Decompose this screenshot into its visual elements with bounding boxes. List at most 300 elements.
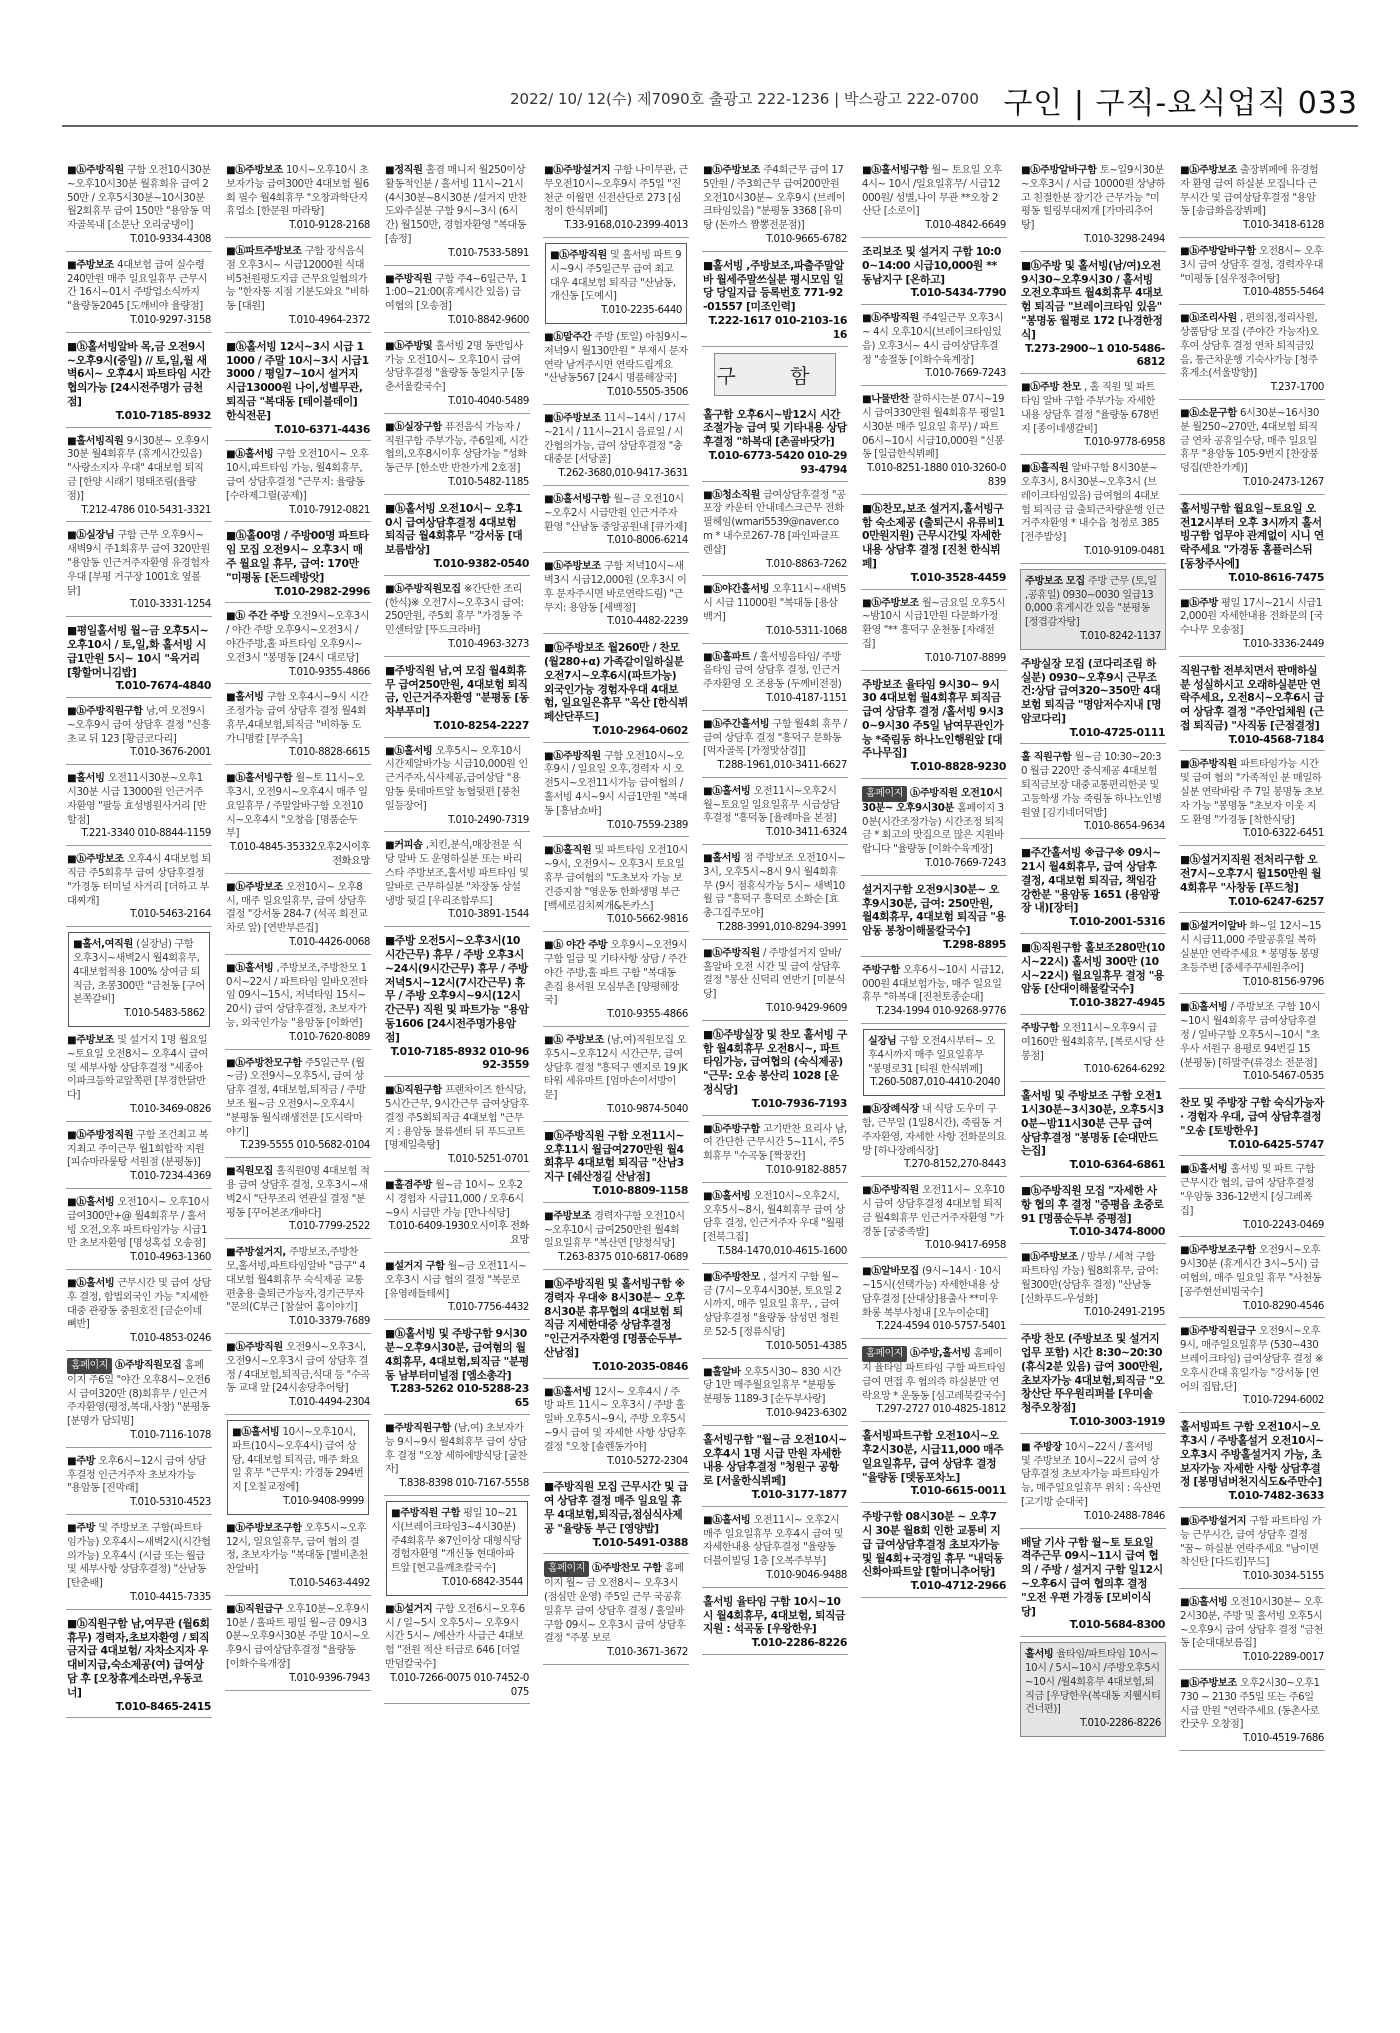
ad-title: ■ⓗ주방직원모집 <box>385 583 464 595</box>
classified-ad <box>861 243 1007 305</box>
ad-title: ■주방직원 <box>385 663 439 677</box>
ad-phone: T.010-5463-4492 <box>289 1577 370 1589</box>
ad-phone: T.010-9334-4308 <box>130 233 211 245</box>
classified-ad <box>861 784 1007 876</box>
ad-phone: T.010-2035-0846 <box>592 1359 688 1373</box>
ad-body: 오전10시~ 오후10시 급여상담후결정 4대보험 퇴직금 월4회휴무 "강서동 [대보름밥상] <box>385 501 523 557</box>
ad-body: 월260만 / 찬모(월280+α) 가족같이일하실분 오전7시~오후6시(파트가능) 외국인가능 경험자우대 4대보험, 일요일은휴무 "옥산 [한식뷔페산단푸드] <box>544 641 688 724</box>
classified-ad <box>225 338 371 442</box>
ad-body: 10시~22시 / 홀서빙 및 주방보조 10시~22시 급여 상담후결정 초보자가능 파트타임가능, 매주일요일휴무 위치 : 옥산면 [고기방 순대국] <box>1021 1441 1161 1508</box>
ad-body: 홀서빙 2명 동반입사가능 오전10시~ 오후10시 급여상담후결정 "율량동 동일지구 [동춘서울칼국수] <box>385 340 525 394</box>
ad-phone: T.010-7107-8899 <box>925 652 1006 664</box>
ad-title: ■ⓗ홀서빙 <box>703 1514 754 1526</box>
ad-body: 오전10시~오후2시, 오후5시~8시, 월4회휴무 급여 상담후 결정, 인근거주자 우대 "월평 [전북그집] <box>703 1190 845 1244</box>
classified-ad <box>543 842 689 932</box>
classified-ad <box>861 162 1007 238</box>
ad-title: ■ⓗ주방보조 <box>226 881 286 893</box>
classified-ad <box>702 716 848 778</box>
ad-body: 월~금 오전10시~오후2시 시급만원 인근거주자 환영 "산남동 중앙공원내 [큐가제] <box>544 493 687 533</box>
classified-ad <box>543 329 689 405</box>
ad-body: 주방 근무 (토,일 ,공휴일) 0930~0030 일급130,000 휴게시간 있음 "분평동 [정겹감자탕] <box>1025 575 1157 629</box>
ad-title: ■ⓗ주방직원 <box>1021 1184 1085 1197</box>
ad-body: 홀서빙 및 파트 구함 근무시간 협의, 급여 상담후결정 "우암동 336-12번지 [싱그레폭집] <box>1180 1164 1315 1217</box>
classified-ad <box>543 1478 689 1554</box>
ad-title: ■정직원 <box>385 165 426 176</box>
ad-title: ■ⓗ 야간 주방 <box>544 940 611 952</box>
ad-title: ■주방보조 <box>67 259 118 271</box>
ad-body: 율타임 9시30~ 9시30 4대보험 월4회휴무 퇴직금 급여 상담후 결정 /홀서빙 9시30~9시30 주5일 남여무관인가능 *죽림동 하나노인행원앞 [대주나무집] <box>862 677 1004 760</box>
ad-phone: T.010-4415-7335 <box>130 1591 211 1603</box>
classified-ad <box>543 1032 689 1122</box>
ad-phone: T.010-8654-9634 <box>1084 821 1165 833</box>
ad-phone: T.010-7669-7243 <box>925 858 1006 870</box>
ad-phone: T.288-3991,010-8294-3991 <box>717 922 847 934</box>
ad-title: ■ⓗ실장구함 <box>385 421 445 433</box>
ad-title: ■나물반찬 <box>862 394 913 406</box>
classified-ad <box>861 676 1007 780</box>
classified-ad <box>384 1082 530 1172</box>
ad-phone: T.010-5491-0388 <box>592 1535 688 1549</box>
classified-ad <box>225 1339 371 1415</box>
ad-title: ■ⓗ주방 <box>1180 597 1222 609</box>
ad-phone: T.010-6247-6257 <box>1228 894 1324 908</box>
classified-ad <box>225 1244 371 1334</box>
ad-body: 오전11시~ 오후10시 급여 상담후결정 4대보험 퇴직금 월4회휴무 인근거주자환영 "가경동 [궁중족발] <box>862 1185 1005 1238</box>
ad-title: ■ⓗ주방보조 <box>544 561 604 573</box>
ad-title: ■주방설거지, <box>226 1247 290 1259</box>
ad-body: 토~일9시30분~오후3시 / 시급 10000원 상냥하고 친절한분 장기간 근무가능 "미평동 힐링부대찌개 [가마리추어탕] <box>1021 165 1165 232</box>
ad-title: ■ⓗ주방직원 <box>862 1185 922 1197</box>
classified-ad <box>225 689 371 765</box>
ad-title: ■직원모집 <box>226 1166 277 1178</box>
classified-ad <box>1179 1323 1325 1413</box>
ad-phone: T.010-6409-1930오시이후 전화요망 <box>388 1221 529 1247</box>
ad-phone: T.010-7674-4840 <box>115 679 211 693</box>
ad-body: 홈페이지 월~ 금 오전8시~ 오후3시(점심만 운영) 주5일 근무 국공휴일휴무 급여 상담후 결정 / 홀일바 구함 09시~ 오후3시 급여 상담후결정 "주봉 보로 <box>544 1563 686 1645</box>
classified-ad <box>66 1275 212 1351</box>
ad-body: 구함 조건최고 복지최고 주이근무 월1회합작 지원 [피슈마라룽탕 서원점 (분평동)] <box>67 1129 209 1169</box>
ad-title: 홀서빙파트구함 <box>862 1429 936 1443</box>
ad-title: 배달 기사 <box>1021 1535 1068 1549</box>
classified-ad <box>861 1101 1007 1177</box>
ad-phone: T.010-9355-4866 <box>289 666 370 678</box>
ad-title: ■ⓗ주방직원 <box>226 1341 286 1353</box>
homepage-tag: 홈페이지 <box>544 1561 589 1577</box>
ad-title: ■ⓗ주방직원 <box>1180 759 1240 771</box>
column-6 <box>861 162 1007 2022</box>
ad-phone: T.010-5434-7790 <box>910 286 1006 300</box>
ad-body: 주4회근무 급여 175만원 / 주3회근무 급여200만원 오전10시30분~ 오후9시 (브레이크타임있음) "분평동 3368 [유미탕 (돈까스 짬뽕전문점)] <box>703 165 846 232</box>
classified-ad <box>1179 662 1325 752</box>
ad-title: ■ⓗ주간홀서빙 <box>703 718 773 730</box>
ad-title: ■ⓗ설거이알바 <box>1180 921 1250 933</box>
ad-phone: T.010-9128-2168 <box>289 220 370 232</box>
classified-ad <box>1020 460 1166 564</box>
classified-ad <box>1020 257 1166 374</box>
ad-body: 월~금 10:30~20:30 월급 220만 중식제공 4대보험 퇴직금보장 대중교통편리한곳 및 고등학생 가능 죽림동 하나노인병원옆 [김기네더덕밥] <box>1021 752 1162 819</box>
classified-ad <box>1179 756 1325 846</box>
ad-body: (남,여) 초보자가능 9시~9시 월4회휴무 급여 상담후 결정 "오창 세하에방식당 [굴찬자] <box>385 1422 527 1476</box>
ad-body: 오전10시30분~ 오후2시30분, 주방 및 홀서빙 오후5시~오후9시 급여 상담후 결정 "금천동 [순대대보름집] <box>1180 1596 1324 1650</box>
ad-title: ■주방직원 <box>385 273 436 285</box>
ad-title: ■ⓗ알바모집 <box>862 1266 922 1278</box>
classified-ad <box>1020 569 1166 650</box>
classified-ad <box>702 487 848 577</box>
ad-phone: T.010-4712-2966 <box>910 1579 1006 1593</box>
ad-phone: T.010-7294-6002 <box>1243 1395 1324 1407</box>
ad-phone: T.010-7756-4432 <box>448 1302 529 1314</box>
ad-title: 주방보조 모집 <box>1025 575 1088 587</box>
ad-phone: T.010-9109-0481 <box>1084 545 1165 557</box>
ad-phone: T.010-7936-7193 <box>751 1096 847 1110</box>
ad-phone: T.010-6773-5420 010-2993-4794 <box>708 448 847 476</box>
ad-title: ■ⓗ주방알바구함 <box>1021 165 1100 176</box>
ad-title: ■ⓗ주방보조 <box>67 854 127 866</box>
ad-body: 월4회휴무 오전8시~, 파트타임가능, 급여협의 (숙식제공) "근무: 오송 봉산리 1028 [운정식당] <box>703 1041 843 1097</box>
ad-title: ■주방보조 <box>544 1210 595 1222</box>
classified-ad <box>384 338 530 414</box>
classified-ad <box>543 639 689 743</box>
ad-title: 홀서빙파트 <box>1180 1420 1234 1434</box>
ad-body: 및 주방장 구함 숙식가능자 · 경험자 우대, 급여 상담후결정 "오송 [토방한우] <box>1180 1096 1324 1137</box>
ad-title: 실장님 <box>868 1036 900 1048</box>
ad-phone: T.584-1470,010-4615-1600 <box>717 1246 847 1257</box>
ad-title: ■ⓗ주방찬모구함 <box>226 1057 305 1069</box>
ad-title: 주방 찬모 <box>1021 1332 1068 1346</box>
classified-ad <box>1179 405 1325 495</box>
ad-phone: T.010-3336-2449 <box>1243 638 1324 650</box>
ad-body: 구함 오전10시~ 오후10시,파트타임 가능, 월4회휴무, 급여 상담후결정 "근무지: 율량동 [수라제그릴(공제)] <box>226 449 369 502</box>
ad-body: 남,여 모집 월4회휴무 급여250만원, 4대보험 퇴직금, 인근거주자환영 "분평동 [동차부푸미] <box>385 663 529 719</box>
classified-ad <box>543 1384 689 1474</box>
ad-title: ■ⓗ주방직원 <box>67 165 127 176</box>
ad-phone: T.010-9297-3158 <box>130 314 211 326</box>
publication-info: 2022/ 10/ 12(수) 제7090호 출광고 222-1236 | 박스광고 222-0700 <box>510 90 979 108</box>
ad-body: 월~토 11시~오후3시, 오전9시~오후4시 매주 일요일휴무 / 주말알바구함 오전10시~오후4시 "오창읍 [명품순두부] <box>226 773 368 840</box>
ad-title: ■주방 <box>67 1455 99 1467</box>
ad-body: 월~ 토요일 오후4시~ 10시 /일요일휴무/ 시급12000원/ 성별,나이 무관 **오창 2산단 [소로이] <box>862 165 1002 218</box>
ad-phone: T.010-2964-0602 <box>592 723 688 737</box>
classified-ad <box>66 851 212 927</box>
classified-ad <box>66 1194 212 1270</box>
ad-phone: T.010-5251-0701 <box>448 1154 529 1166</box>
ad-phone: T.010-3528-4459 <box>910 570 1006 584</box>
classified-ad <box>1020 939 1166 1015</box>
ad-body: 및 주방보조 구함 오전11시30분~3시30분, 오후5시30분~밤11시30분 근무 급여 상담후결정 "봉명동 [순대만드는집] <box>1021 1089 1164 1158</box>
classified-ad <box>225 770 371 874</box>
classified-ad <box>1179 1418 1325 1508</box>
ad-phone: T.010-8842-9600 <box>448 314 529 326</box>
ad-title: ■ⓗ설거지직원 <box>1180 853 1254 867</box>
ad-body: 월~금요일 오후5시~밤10시 시급1만원 다문화가정환영 "** 흥덕구 운천동 [자래전집] <box>862 597 1006 650</box>
classified-ad <box>66 1356 212 1448</box>
ad-title: ■ⓗ주방직원구함 <box>67 706 146 718</box>
ad-phone: T.010-7482-3633 <box>1228 1489 1324 1503</box>
ad-phone: T.010-5483-5862 <box>124 1008 205 1020</box>
ad-title: ■주방직원 구함 <box>391 1507 464 1519</box>
ad-body: 근무시간 및 급여 상담후 결정, 합법외국인 가능 "지세한대중 관광동 중원호진 [금순이네뼈반] <box>67 1277 211 1331</box>
ad-body: 근무시간 및 급여 상담후 결정 매주 일요일 휴무 4대보험,퇴직금,점심식사제공 "율량동 부근 [영양밥] <box>544 1480 688 1535</box>
ad-phone: T.010-8254-2227 <box>433 718 529 732</box>
ad-title: ■ⓗ주방직원 <box>862 313 922 325</box>
classified-ad <box>1179 851 1325 913</box>
ad-body: 숙소제공 (출퇴근시 유류비10만원지원) 근무시간및 자세한내용 상담후 결정 [진천 한식뷔페] <box>862 515 1005 570</box>
ad-title: ■ⓗ주방설거지 <box>1180 1515 1250 1527</box>
ad-title: ■ⓗ직원구함 <box>1021 941 1085 955</box>
ad-phone: T.010-9182-8857 <box>766 1165 847 1177</box>
classified-ad <box>66 1032 212 1122</box>
ad-body: 월~금 오전11시~오후3시 시급 협의 결정 "복문로 [유영레들테씨] <box>385 1260 527 1300</box>
classified-ad <box>702 649 848 711</box>
ad-title: ■ⓗ홀서빙 <box>1180 1164 1231 1176</box>
classified-ad <box>702 162 848 252</box>
ad-body: 오전11시30분~오후1시30분 시급 13000원 인근거주자환영 "팔등 효성병원사거리 [반할점] <box>67 773 207 826</box>
ad-title: ■ⓗ실장님 <box>67 530 118 542</box>
ad-body: 잘하시는분 07시~19시 급여330만원 월4회휴무 평일1시30분 매주 일요일 휴무) / 파트 06시~10시 시급10,000원 "신봉동 [일급한식뷔페] <box>862 394 1005 461</box>
classified-ad <box>66 770 212 846</box>
ad-phone: T.010-9778-6958 <box>1084 437 1165 449</box>
ad-title: ■ⓗ소문구함 <box>1180 407 1240 419</box>
classified-ad <box>225 527 371 603</box>
classified-ad <box>861 1263 1007 1339</box>
ad-title: 주방실장 모집 <box>1021 656 1088 670</box>
classified-ad <box>861 881 1007 957</box>
classified-ad <box>1020 844 1166 934</box>
classified-ad <box>68 932 210 1027</box>
ad-phone: T.010-8251-1880 010-3260-0839 <box>867 463 1006 488</box>
classified-ad <box>702 1121 848 1183</box>
ad-body: 월~금 오후5시~ 오후10시 / 토,일,화 홀서빙 시급1만원 5시~ 10시 "육거리 [황할머니김밥] <box>67 624 209 679</box>
classified-ad <box>225 162 371 238</box>
classified-ad <box>384 932 530 1077</box>
column-4 <box>543 162 689 2022</box>
ad-body: 프랜차이즈 한식당, 5시간근무, 9시간근무 급여상담후결정 주5회퇴직금 4대보험 "근무지 : 용암동 물류센터 뒤 푸드코트 [명제일축탕] <box>385 1085 529 1152</box>
classified-ad <box>861 500 1007 590</box>
ad-body: 내 식당 도우미 구함, 근무일 (1일8시간), 죽림동 거주자환영, 자세한 사항 전화문의요망 [하나장례식장] <box>862 1104 1006 1157</box>
ad-title: ■ⓗ주방보조 <box>1180 165 1240 176</box>
ad-title: 찬모 <box>1180 1096 1204 1110</box>
ad-body: 구함 장식음식점 오후3시~ 시급12000원 식대비5천원평도지급 근무요일협의가능 "한자통 지점 기분도와요 "비하동 [대원] <box>226 245 369 313</box>
classified-ad <box>702 581 848 643</box>
ad-title: ■ⓗ주방보조 <box>226 165 286 176</box>
ad-body: 오후5시~오후12시, 일요일휴무, 급여 협의 결정, 초보자가능 "복대동 [별비촌천찬알바] <box>226 1522 368 1576</box>
ad-title: ■ⓗ주방실장 및 찬모 홀서빙 구함 <box>703 1027 847 1055</box>
ad-title: ■ⓗ주방및 <box>385 340 436 352</box>
ad-body: / 주방설거지 알바/ 홀알바 오전 시간 및 급여 상담후결정 "봉산 신덕리 연반기 [미분식당] <box>703 947 845 1001</box>
ad-body: 오후5시~ 오후10시 시간제알바가능 시급10,000원 인근거주자,식사제공,급여상담 "용암동 롯데마트앞 농협뒷편 [풍천일등장어] <box>385 745 528 812</box>
ad-phone: T.262-3680,010-9417-3631 <box>558 468 688 480</box>
ad-body: 오전10시~ 오후10시 급여300만+@ 월4회휴무 / 홀서빙 오전,오후 파트타임가능 시급1만 초보자환영 [명성혹섭 오송점] <box>67 1197 210 1250</box>
ad-title: 홀 직원구함 <box>1021 752 1075 764</box>
ad-phone: T.010-3474-8000 <box>1069 1225 1165 1239</box>
classified-ad <box>384 500 530 576</box>
ad-body: 율타임/파트타임 10시~10시 / 5시~10시 /주방오후5시~10시 /월4회휴무 4대보험,퇴직금 [우당한우(복대동 지웰시티건너편)] <box>1025 1649 1161 1716</box>
ad-title: ⓗ주방찬모 구함 <box>592 1563 665 1575</box>
ad-title: ■ⓗ주방보조 <box>1021 1252 1081 1264</box>
ad-title: ■ⓗ야간홀서빙 <box>703 584 773 596</box>
ad-phone: T.010-5505-3506 <box>607 387 688 399</box>
ad-body: 홀보조280만(10시~22시) 홀서빙 300만 (10시~22시) 월요일휴무 결정 "용암동 [산대이해물칼국수] <box>1021 941 1165 996</box>
classified-ad <box>225 608 371 684</box>
ad-title: 주방보조 <box>862 677 906 691</box>
ad-body: (코다리조림 하실분) 0930~오후9시 근무조건:상담 급여320~350만 4대보험 퇴직금 "명암저수지내 [명암코다리] <box>1021 656 1162 725</box>
ad-body: 전처리구함 오전7시~오후7시 월150만원 월4회휴무 "사창동 [푸드청] <box>1180 853 1322 894</box>
ad-title: ■ⓗ주방구함 <box>703 1123 763 1135</box>
ad-phone: T.010-4853-0246 <box>130 1333 211 1345</box>
ad-body: 남,여 오전9시~오후9시 급여 상담후 결정 "신흥초교 뒤 123 [황금코다리] <box>67 706 211 745</box>
classified-ad <box>227 1420 369 1515</box>
ad-title: ■ⓗ주방보조 <box>1180 1677 1240 1689</box>
ad-phone: T.222-1617 010-2103-1616 <box>708 313 847 341</box>
ad-body: 구함 오전10시~오후9시 / 일요일 오후,경력자 시 오전5시~오전11시가능 급여협의 / 홀서빙 4시~9시 시급1만원 "복대동 [흥남쇼바] <box>544 750 688 817</box>
ad-body: 구함 근무 오후9시~새벽9시 주1회휴무 급여 320만원 "용암동 인근거주자환영 유경험자우대 [부평 거구장 1001호 옆볼닭] <box>67 530 210 597</box>
classified-ad <box>1020 1534 1166 1638</box>
ad-title: 조리보조 <box>862 244 906 258</box>
ad-title: ■ⓗ홀직원 <box>1021 463 1072 475</box>
classified-ad <box>543 1208 689 1270</box>
ad-title: 주방구함 <box>1021 1023 1062 1035</box>
ad-phone: T.212-4786 010-5431-3321 <box>81 504 211 516</box>
classified-ad <box>863 1029 1005 1096</box>
classified-ad <box>1020 655 1166 745</box>
ad-title: ■ⓗ직원구함 <box>385 1085 445 1097</box>
ad-phone: T.010-2286-8226 <box>1080 1718 1161 1730</box>
ad-body: ※경력자 우대※ 8시30분~ 오후8시30분 휴무협의 4대보험 퇴직금 지세한대중 상담후결정 "인근거주자환영 [명품순두부-산남점] <box>544 1276 685 1359</box>
ad-body: 월~금 10시~ 오후2시 경험자 시급11,000 / 오후6시~9시 시급만 가능 [만나식당] <box>385 1180 524 1219</box>
classified-ad <box>1020 1087 1166 1177</box>
ad-phone: T.010-2491-2195 <box>1084 1307 1165 1319</box>
ad-phone: T.010-8465-2415 <box>115 1699 211 1713</box>
ad-phone: T.010-7620-8089 <box>289 1031 370 1043</box>
ad-phone: T.288-1961,010-3411-6627 <box>717 760 847 772</box>
ad-body: 및 파트타임 오전10시~9시, 오전9시~ 오후3시 토요일휴무 급여협의 "도초보자 가능 보건증지참 "영운동 한화생명 부근 [백세로김치찌개&돈카스] <box>544 845 688 912</box>
ad-phone: T.260-5087,010-4410-2040 <box>870 1077 1000 1089</box>
ad-body: 홈페이지 주6일 "야간 오후8시~오전6시 급여320만 (8)회휴무 / 인근거주자환영(평정,복대,사창) "분평동 [분명가 담되빔] <box>67 1359 211 1428</box>
ad-body: 평일 17시~21시 시급12,000원 자세한내용 전화문의 [국수나무 오송점] <box>1180 597 1324 637</box>
ad-body: 08시30분 ~ 오후7시 30분 월8회 인한 교통비 지급 급여상담후결정 초보자가능 및 월4회+국경일 휴무 "내덕동 신화아파트앞 [할머니추어탕] <box>862 1510 1004 1579</box>
classified-ad <box>543 1559 689 1665</box>
classified-ad <box>702 1188 848 1264</box>
ad-title: ■ⓗ주방 찬모 <box>1021 382 1085 394</box>
ad-phone: T.010-9382-0540 <box>433 556 529 570</box>
classified-ad <box>1020 1439 1166 1529</box>
ad-phone: T.010-7185-8932 <box>115 408 211 422</box>
ad-phone: T.010-9874-5040 <box>607 1104 688 1116</box>
ad-body: (주방보조 및 설거지 업무 포함) 시간 8:30~20:30 (휴식2분 있음) 급여 300만원,초보자가능 4대보험,퇴직금 "오창산단 뚜우원리퍼블 [우미솔 청주오창점] <box>1021 1332 1165 1415</box>
ad-title: 홀서빙구함 <box>703 1432 757 1446</box>
ad-phone: T.010-8242-1137 <box>1080 630 1161 642</box>
ad-body: 구함 월~토 토요일 격주근무 09시~11시 급여 협의 / 주방 / 설거지 구함 일12시~오후6시 급여 협의후 결정 "오전 우편 가경동 [모비이식당] <box>1021 1535 1163 1618</box>
ad-phone: T.010-4482-2239 <box>607 616 688 628</box>
classified-ad <box>225 960 371 1050</box>
classified-ad <box>702 1269 848 1359</box>
ad-phone: T.010-6364-6861 <box>1069 1158 1165 1172</box>
ad-phone: T.838-8398 010-7167-5558 <box>399 1478 529 1490</box>
ad-phone: T.010-3034-5155 <box>1243 1571 1324 1583</box>
ad-phone: T.010-9429-9609 <box>766 1003 847 1015</box>
ad-phone: T.010-6264-6292 <box>1084 1064 1165 1076</box>
ad-body: 오후11시~새벽5시 시급 11000원 "복대동 [용삼백거] <box>703 584 846 623</box>
classified-ad <box>384 837 530 927</box>
classified-ad <box>702 1026 848 1116</box>
classified-ad <box>702 1364 848 1426</box>
ad-phone: T.239-5555 010-5682-0104 <box>240 1140 370 1152</box>
ad-body: 구함 주4~6일근무, 11:00~21:00(휴게시간 있음) 급여협의 [오송점] <box>385 273 527 313</box>
classified-ad <box>861 1508 1007 1598</box>
section-title-text: 구인 | 구직-요식업직 <box>1003 86 1288 121</box>
ad-phone: T.010-8006-6214 <box>607 535 688 547</box>
classified-ad <box>66 1615 212 1719</box>
ad-body: 점 주방보조 오전10시~3시, 오후5시~8시 9시 월4회휴무 (9시 점휴식가능 5시~ 새벽10월 급 "흥덕구 흥덕로 소화순 [효총그집주모야] <box>703 853 846 920</box>
ad-body: (남,여)직원모집 오후5시~오후12시 시간근무, 급여 상담후 결정 "흥덕구 옌지로 19 JK타워 세유마트 [엄마손이서방이문] <box>544 1035 688 1102</box>
ad-title: ■ⓗ설거지 <box>385 1603 436 1615</box>
ad-title: ■ⓗ홀서빙구함 <box>862 165 932 176</box>
ad-phone: T.010-5662-9816 <box>607 914 688 926</box>
ad-title: ■ⓗ말주간 <box>544 331 595 343</box>
ad-title: ■ⓗ주방보조구함 <box>226 1522 305 1534</box>
ad-body: 구함 오전4시부터~ 오후4시까지 매주 일요일휴무 "봉명로31 [티원 한식뷔페] <box>868 1036 995 1075</box>
ad-phone: T.010-3331-1254 <box>130 599 211 611</box>
ad-phone: T.010-8863-7262 <box>766 558 847 570</box>
ad-phone: T.010-4855-5464 <box>1243 287 1324 299</box>
classified-ad <box>225 1055 371 1159</box>
classified-ad <box>702 406 848 482</box>
ad-body: (실장님) 구함 오후3시~새벽2시 월4회휴무, 4대보험적용 100% 상여금 퇴직금, 초봉300만 "금천동 [구어본쪽갈비] <box>73 939 205 1006</box>
classified-ad <box>386 1501 528 1596</box>
ad-phone: T.010-6615-0011 <box>910 1484 1006 1498</box>
ad-body: 오전10시~오후2시30분, 시급11,000 매주 일요일휴무, 급여 상담후 결정 "율량동 [뎃동포차노] <box>862 1429 1004 1484</box>
ad-body: 구함 오후4시~9시 시간조정가능 급여 상담후 결정 월4회휴무,4대보험,퇴직금 "비하동 도가니명칼 [무주옥] <box>226 692 369 745</box>
ad-title: ■ⓗ직원급구 <box>226 1603 286 1615</box>
ad-title: ■ⓗ주방보조구함 <box>1180 1245 1259 1257</box>
ad-body: ,주방보조,파출주말알바 월세주말쓰실분 평시모임 일 당 당일지급 등록번호 771-92-01557 [미조인력] <box>703 258 844 314</box>
ad-phone: T.010-3003-1919 <box>1069 1414 1165 1428</box>
ad-title: ■ⓗ홀서빙 및 주방구함 <box>385 1327 496 1341</box>
ad-title: ■ⓗ홀서빙알바 <box>67 339 141 353</box>
classified-ad <box>861 962 1007 1024</box>
ad-body: 오전9시30분~ 오후9시30분, 급여: 250만원, 월4회휴무, 4대보험 퇴직금 "용암동 봉창이해물칼국수] <box>862 882 1006 938</box>
ad-body: 구함 오전6시~오후6시 / 일~5시 오후5시~ 오후9시 시간 5시~ /예산가 사급근 4대보험 "전원 적산 터급로 646 [더얼반덤칼국수] <box>385 1603 525 1670</box>
ad-title: ■ⓗ주방찬모 <box>703 1271 763 1283</box>
ad-title: ■ⓗ주방직원 <box>703 947 763 959</box>
ad-title: ■ⓗ주방알바구함 <box>1180 245 1259 257</box>
ad-body: ※간단한 조리(한식)※ 오전7시~오후3시 급여: 250만원, 주5회 휴무 "가경동 주민센터앞 [뚜드크라바] <box>385 583 524 637</box>
classified-ad <box>543 162 689 238</box>
ad-title: ■ⓗ주방보조 <box>544 412 604 424</box>
homepage-tag: 홈페이지 <box>862 1346 907 1362</box>
ad-body: 알바구함 8시30분~오후3시, 8시30분~오후3시 (브레이크타임있음) 급여협의 4대보험 퇴직금 급 출퇴근차량운행 인근거주자환영 * 내수읍 청정로 385 [전주밥상] <box>1021 463 1165 544</box>
classified-ad <box>1179 1675 1325 1751</box>
classified-ad <box>225 1163 371 1239</box>
classified-ad <box>1020 1182 1166 1244</box>
ad-body: 목,금 오전9시~오후9시(중일) // 토,일,월 새벽6시~ 오후4시 파트타임 시간협의가능 [24시전주명가 금천점] <box>67 339 211 408</box>
ad-body: 오후6시~밤12시 시간조절가능 급여 및 기타내용 상담후결정 "하복대 [촌골바닷가] <box>703 407 847 449</box>
ad-phone: T.010-4040-5489 <box>448 395 529 407</box>
homepage-tag: 홈페이지 <box>67 1358 112 1374</box>
ad-title: ■주간홀서빙 <box>1021 846 1085 860</box>
ad-phone: T.010-3469-0826 <box>130 1104 211 1116</box>
ad-phone: T.010-2243-0469 <box>1243 1219 1324 1231</box>
classified-ad <box>66 527 212 617</box>
ad-body: 오전11시~오후2시 월~토요일 일요일휴무 시급상담후결정 "흥덕동 [율례마을 본점] <box>703 785 840 825</box>
classified-ad <box>543 410 689 486</box>
ad-body: / 주방보조 구함 10시~10시 월4회휴무 급여상담후결정 / 일바구함 오후5시~10시 "초우사 서원구 용평로 94번길 15 (분평동) [하말주(류경소 전문점] <box>1180 1002 1321 1069</box>
ad-title: ■ⓗ주방보조 <box>703 165 763 176</box>
ad-body: 주방 (토일) 아침9시~저녁9시 월130만원 " 부재시 문자연락 남겨주시면 연락드립게요 "산남동567 [24시 명품해장국] <box>544 331 688 385</box>
classified-ad <box>1020 1249 1166 1325</box>
classified-ad <box>543 1127 689 1203</box>
ad-body: 오전9시~오후9시30분 (휴게시간 3시~5시) 급여협의, 매주 일요일 휴무 "사천동 [공주현선비빔국수] <box>1180 1245 1322 1298</box>
